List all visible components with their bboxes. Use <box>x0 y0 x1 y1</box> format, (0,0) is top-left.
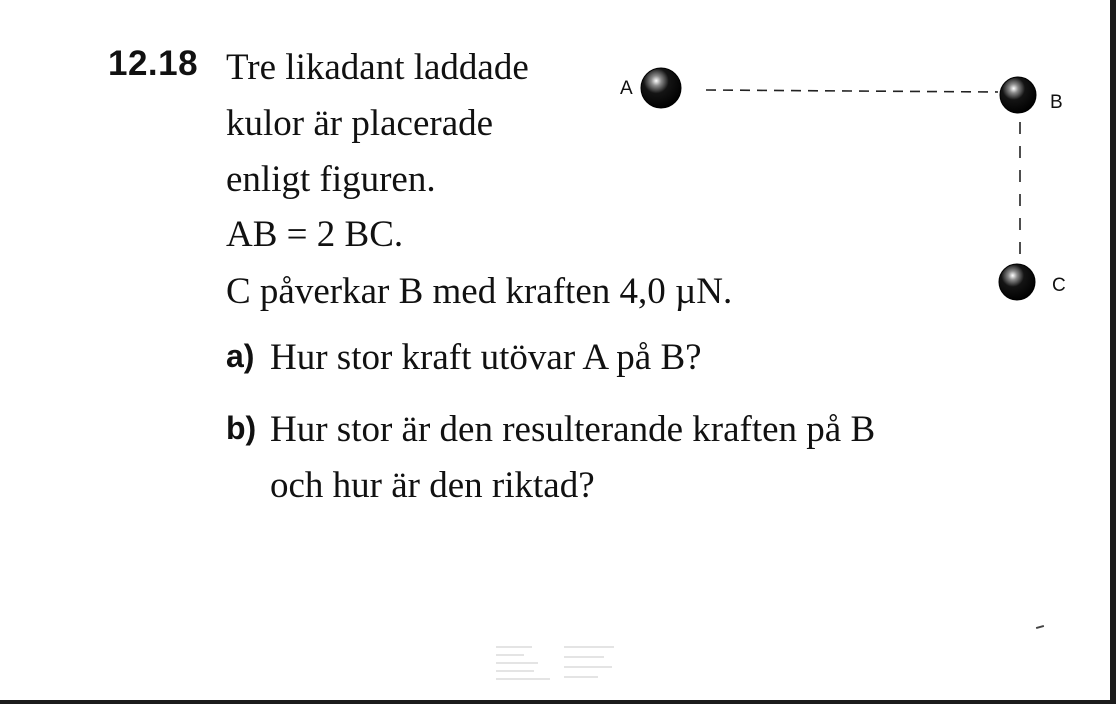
sphere-b <box>1000 77 1036 113</box>
charge-diagram <box>600 50 1080 320</box>
intro-line-1: Tre likadant laddade <box>226 47 529 88</box>
intro-line-2: kulor är placerade <box>226 103 494 144</box>
scan-edge-right <box>1110 0 1116 704</box>
part-a-question: Hur stor kraft utövar A på B? <box>270 337 702 378</box>
scan-dash-mark <box>1036 625 1044 629</box>
label-a: A <box>620 78 633 99</box>
charge-figure <box>600 50 1080 320</box>
dashed-line-ab <box>706 90 998 92</box>
intro-line-3: enligt figuren. <box>226 159 436 200</box>
part-b-question-line-2: och hur är den riktad? <box>270 465 595 506</box>
sphere-c <box>999 264 1035 300</box>
label-c: C <box>1052 275 1066 296</box>
scan-edge-bottom <box>0 700 1116 704</box>
part-b-question-line-1: Hur stor är den resulterande kraften på B <box>270 409 876 450</box>
problem-number: 12.18 <box>108 44 199 83</box>
part-b-label: b) <box>226 410 257 446</box>
scan-smudge <box>494 643 618 689</box>
intro-line-5: C påverkar B med kraften 4,0 µN. <box>226 271 733 312</box>
label-b: B <box>1050 92 1063 113</box>
part-a-label: a) <box>226 338 255 374</box>
sphere-a <box>641 68 681 108</box>
intro-line-4: AB = 2 BC. <box>226 214 404 255</box>
